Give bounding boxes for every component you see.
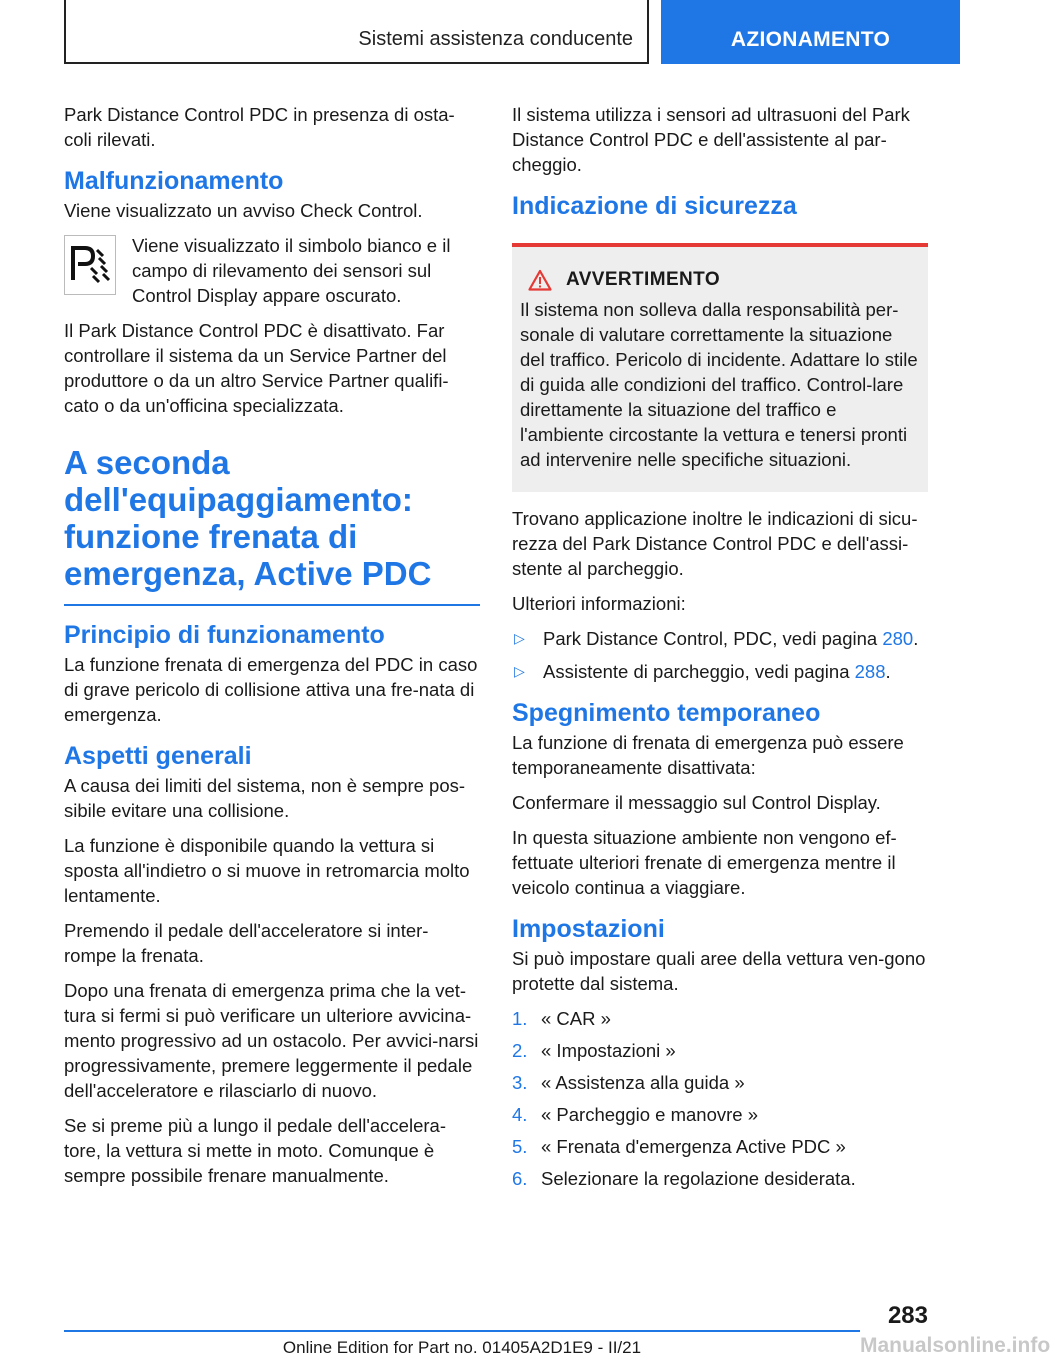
settings-heading: Impostazioni: [512, 915, 665, 943]
list-item: 4. « Parcheggio e manovre »: [512, 1104, 758, 1125]
general-paragraph-2: La funzione è disponibile quando la vettura si sposta all'indietro o si muove in retromarcia molto lentamente.: [64, 835, 470, 906]
list-item: 2. « Impostazioni »: [512, 1040, 676, 1061]
header-section-title: Sistemi assistenza conducente: [358, 28, 633, 50]
page-link-280[interactable]: 280: [882, 628, 914, 649]
reference-list: [512, 626, 928, 684]
general-paragraph-1: A causa dei limiti del sistema, non è sempre pos-sibile evitare una collisione.: [64, 775, 466, 821]
general-heading: Aspetti generali: [64, 742, 252, 770]
general-paragraph-4: Dopo una frenata di emergenza prima che la vet-tura si fermi si può verificare un ulteriore avvicina-mento progressivo ad un ostacolo. Per avvici-narsi progressivamente, premere leggermente il pedale dell'acceleratore e rilasciarlo di nuovo.: [64, 980, 479, 1101]
left-column: [64, 102, 480, 1198]
safety-paragraph: Trovano applicazione inoltre le indicazioni di sicu-rezza del Park Distance Control PDC e dell'assi-stente al parcheggio.: [512, 508, 918, 579]
warning-box: [512, 243, 928, 492]
list-item: 3. « Assistenza alla guida »: [512, 1072, 745, 1093]
general-paragraph-3: Premendo il pedale dell'acceleratore si inter-rompe la frenata.: [64, 920, 429, 966]
malfunction-icon-row: [64, 233, 480, 308]
list-item: 5. « Frenata d'emergenza Active PDC »: [512, 1136, 846, 1157]
header-chapter-tab: [661, 0, 960, 64]
list-item: ▷ Park Distance Control, PDC, vedi pagina 280.: [514, 628, 919, 649]
list-item: 6. Selezionare la regolazione desiderata.: [512, 1168, 856, 1189]
triangle-bullet-icon: ▷: [514, 663, 525, 679]
temporary-off-paragraph-1: La funzione di frenata di emergenza può essere temporaneamente disattivata:: [512, 732, 904, 778]
malfunction-heading: Malfunzionamento: [64, 167, 284, 195]
right-column: [512, 102, 928, 1198]
principle-paragraph: La funzione frenata di emergenza del PDC in caso di grave pericolo di collisione attiva una fre-nata di emergenza.: [64, 654, 478, 725]
reference-text: Assistente di parcheggio, vedi pagina: [543, 661, 855, 682]
malfunction-paragraph-2: Il Park Distance Control PDC è disattivato. Far controllare il sistema da un Service Partner del produttore o da un altro Service Partner qualifi-cato o da un'officina specializzata.: [64, 320, 449, 416]
malfunction-icon-text: Viene visualizzato il simbolo bianco e il campo di rilevamento dei sensori sul Control Display appare oscurato.: [132, 235, 451, 306]
warning-label: AVVERTIMENTO: [566, 269, 720, 290]
warning-triangle-icon: [528, 269, 552, 291]
reference-text: Park Distance Control, PDC, vedi pagina: [543, 628, 883, 649]
settings-steps: [512, 1006, 928, 1191]
heading-divider: [64, 604, 480, 606]
page-number: 283: [887, 1302, 928, 1329]
malfunction-paragraph-1: Viene visualizzato un avviso Check Control.: [64, 200, 423, 221]
safety-heading: Indicazione di sicurezza: [512, 192, 797, 220]
warning-text: Il sistema non solleva dalla responsabilità per-sonale di valutare correttamente la situazione del traffico. Pericolo di incidente. Adattare lo stile di guida alle condizioni del traffico. Control-lare direttamente la situazione del traffico e l'ambiente circostante la vettura e tenersi pronti ad intervenire nelle specifiche situazioni.: [520, 299, 918, 470]
temporary-off-heading: Spegnimento temporaneo: [512, 699, 821, 727]
temporary-off-paragraph-2: Confermare il messaggio sul Control Display.: [512, 792, 881, 813]
settings-paragraph: Si può impostare quali aree della vettura ven-gono protette dal sistema.: [512, 948, 926, 994]
list-item: ▷ Assistente di parcheggio, vedi pagina 288.: [514, 661, 891, 682]
pdc-sensor-icon: [64, 235, 116, 295]
triangle-bullet-icon: ▷: [514, 630, 525, 646]
header-section-box: [64, 0, 649, 64]
list-item: 1. « CAR »: [512, 1008, 611, 1029]
left-intro: Park Distance Control PDC in presenza di osta-coli rilevati.: [64, 104, 455, 150]
watermark: Manualsonline.info: [860, 1334, 1050, 1357]
temporary-off-paragraph-3: In questa situazione ambiente non vengono ef-fettuate ulteriori frenate di emergenza mentre il veicolo continua a viaggiare.: [512, 827, 897, 898]
main-heading: A seconda dell'equipaggiamento: funzione frenata di emergenza, Active PDC: [64, 444, 432, 592]
footer-edition: Online Edition for Part no. 01405A2D1E9 - II/21: [282, 1338, 642, 1357]
right-intro: Il sistema utilizza i sensori ad ultrasuoni del Park Distance Control PDC e dell'assistente al par-cheggio.: [512, 104, 910, 175]
header-chapter-title: AZIONAMENTO: [730, 28, 891, 51]
warning-header: [520, 269, 920, 291]
principle-heading: Principio di funzionamento: [64, 621, 385, 649]
footer-divider: [64, 1330, 860, 1332]
page-link-288[interactable]: 288: [854, 661, 886, 682]
general-paragraph-5: Se si preme più a lungo il pedale dell'accelera-tore, la vettura si mette in moto. Comunque è sempre possibile frenare manualmente.: [64, 1115, 446, 1186]
more-info-label: Ulteriori informazioni:: [512, 593, 686, 614]
